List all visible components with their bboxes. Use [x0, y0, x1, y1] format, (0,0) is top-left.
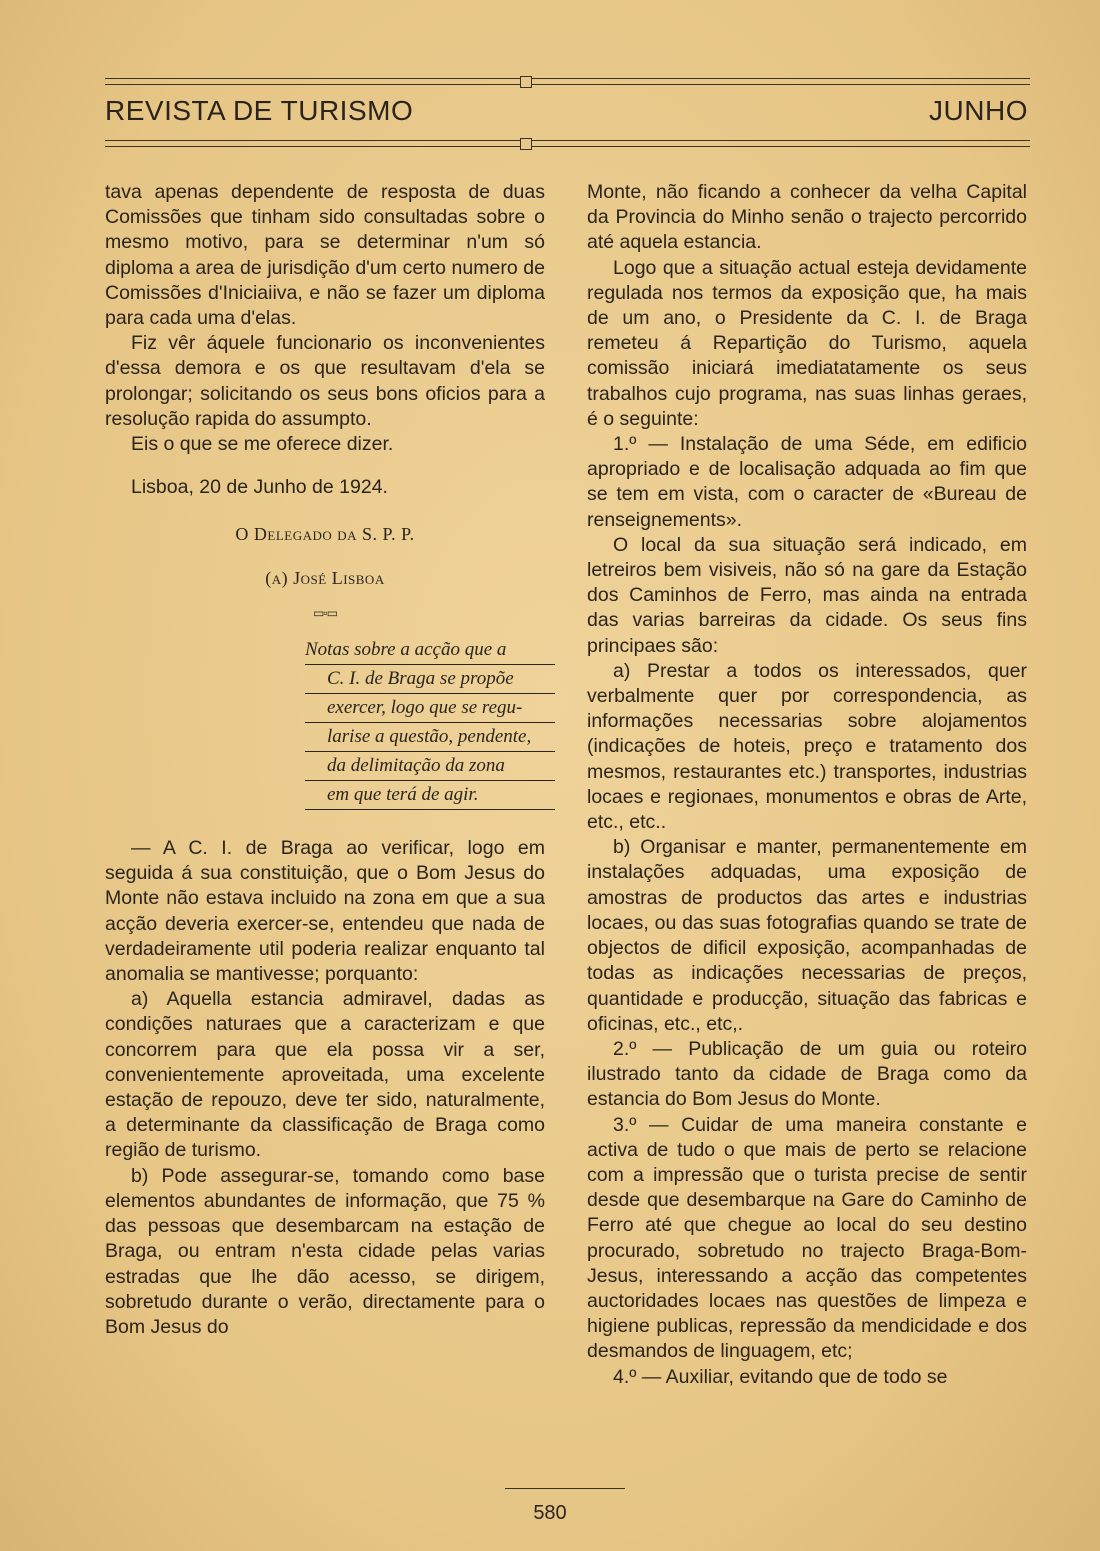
header-bottom-rule	[105, 140, 1030, 147]
notes-heading	[305, 636, 555, 810]
page-number-rule	[505, 1488, 625, 1489]
notes-heading-line: exercer, logo que se regu-	[305, 694, 555, 723]
paragraph: Eis o que se me oferece dizer.	[131, 433, 394, 456]
section-divider-ornament: ▭▫▭	[313, 605, 337, 620]
right-column	[587, 180, 1027, 1390]
notes-heading-line: C. I. de Braga se propõe	[305, 665, 555, 694]
paragraph: 4.º — Auxiliar, evitando que de todo se	[613, 1365, 948, 1388]
paragraph: — A C. I. de Braga ao verificar, logo em seguida á sua constituição, que o Bom Jesus do Monte não estava incluido na zona em que a sua acção deveria exercer-se, entendeu que nada de verdadeiramente util poderia realizar enquanto tal anomalia se mantivesse; porquanto:	[105, 837, 545, 986]
paragraph: Monte, não ficando a conhecer da velha Capital da Provincia do Minho senão o trajecto percorrido até aquela estancia.	[587, 181, 1027, 254]
letter-date: Lisboa, 20 de Junho de 1924.	[131, 476, 388, 499]
header-square-ornament	[520, 138, 532, 150]
paragraph: Logo que a situação actual esteja devidamente regulada nos termos da exposição que, ha mais de um ano, o Presidente da C. I. de Braga remeteu á Repartição do Turismo, aquela comissão iniciará imediatatamente os seus trabalhos cujo programa, nas suas linhas geraes, é o seguinte:	[587, 256, 1027, 430]
left-column	[105, 180, 545, 1340]
magazine-title: REVISTA DE TURISMO	[105, 95, 414, 126]
paragraph: a) Aquella estancia admiravel, dadas as condições naturaes que a caracterizam e que concorrem para que ela possa vir a ser, convenientemente aproveitada, uma excelente estação de repouzo, deve ter sido, naturalmente, a determinante da classificação de Braga como região de turismo.	[105, 988, 545, 1162]
header-top-rule	[105, 78, 1030, 85]
signature: (a) José Lisboa	[265, 567, 385, 588]
notes-heading-line: Notas sobre a acção que a	[305, 636, 555, 665]
delegate-title: O Delegado da S. P. P.	[235, 524, 415, 545]
notes-heading-line: da delimitação da zona	[305, 752, 555, 781]
paragraph: b) Pode assegurar-se, tomando como base elementos abundantes de informação, que 75 % das pessoas que desembarcam na estação de Braga, ou entram n'esta cidade pelas varias estradas que lhe dão acesso, se dirigem, sobretudo durante o verão, directamente para o Bom Jesus do	[105, 1164, 545, 1338]
notes-heading-line: larise a questão, pendente,	[305, 723, 555, 752]
paragraph: 2.º — Publicação de um guia ou roteiro ilustrado tanto da cidade de Braga como da estancia do Bom Jesus do Monte.	[587, 1037, 1027, 1111]
paragraph: O local da sua situação será indicado, em letreiros bem visiveis, não só na gare da Estação dos Caminhos de Ferro, mas ainda na entrada das varias barreiras da cidade. Os seus fins principaes são:	[587, 533, 1027, 657]
paragraph: a) Prestar a todos os interessados, quer verbalmente quer por correspondencia, as informações necessarias sobre alojamentos (indicações de hoteis, preço e tratamento dos mesmos, restaurantes etc.) transportes, industrias locaes e regionaes, monumentos e obras de Arte, etc., etc..	[587, 659, 1027, 834]
paragraph: b) Organisar e manter, permanentemente em instalações adquadas, uma exposição de amostras de productos das artes e industrias locaes, ou das suas fotografias quando se trate de objectos de dificil exposição, acompanhadas de todas as indicações necessarias de preços, quantidade e producção, situação das fabricas e oficinas, etc., etc,.	[587, 836, 1027, 1035]
notes-heading-line: em que terá de agir.	[305, 781, 555, 810]
page-number: 580	[533, 1502, 567, 1524]
paragraph: 1.º — Instalação de uma Séde, em edificio apropriado e de localisação adquada ao fim que se tem em vista, com o caracter de «Bureau de renseignements».	[587, 433, 1027, 531]
paragraph: Fiz vêr áquele funcionario os inconvenientes d'essa demora e os que resultavam d'ela se prolongar; solicitando os seus bons oficios para a resolução rapida do assumpto.	[105, 332, 545, 430]
header-month: JUNHO	[929, 95, 1028, 126]
paragraph: tava apenas dependente de resposta de duas Comissões que tinham sido consultadas sobre o mesmo motivo, para se determinar n'um só diploma a area de jurisdição d'um certo numero de Comissões d'Iniciaiiva, e não se fazer um diploma para cada uma d'elas.	[105, 181, 545, 330]
header-square-ornament	[520, 76, 532, 88]
paragraph: 3.º — Cuidar de uma maneira constante e activa de tudo o que mais de perto se relacione com a impressão que o turista precise de sentir desde que desembarque na Gare do Caminho de Ferro até que chegue ao local do seu destino procurado, sobretudo no trajecto Braga-Bom-Jesus, interessando a acção das competentes auctoridades locaes nas questões de limpeza e higiene publicas, repressão da mendicidade e dos desmandos de linguagem, etc;	[587, 1113, 1027, 1363]
